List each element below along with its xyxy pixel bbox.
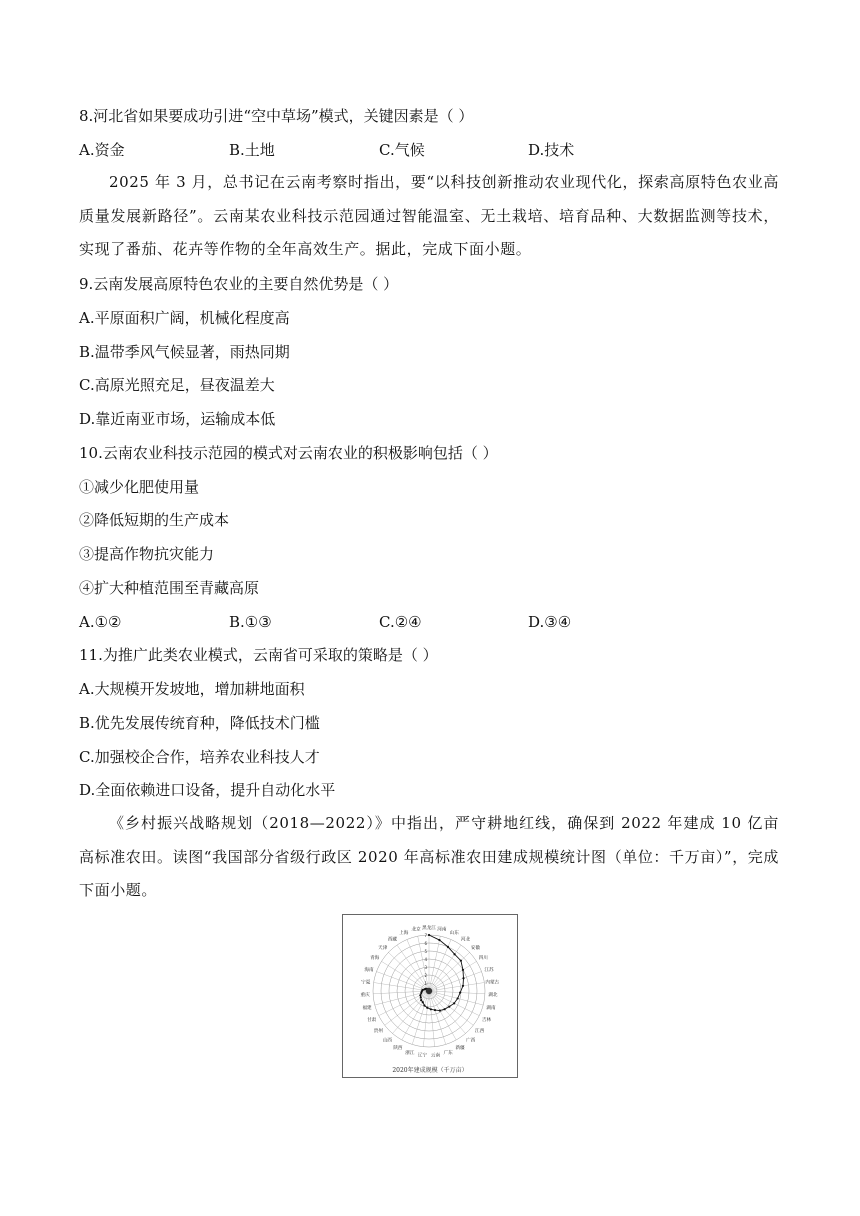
category-label: 重庆	[360, 993, 370, 999]
grid-spoke	[429, 991, 485, 994]
q10-option-b: B.①③	[229, 613, 272, 631]
category-label: 青海	[370, 956, 380, 962]
data-point	[430, 1008, 432, 1010]
data-point	[448, 1006, 450, 1008]
data-point	[462, 985, 464, 987]
q9-option-b: B.温带季风气候显著，雨热同期	[79, 343, 290, 361]
grid-spoke	[429, 991, 465, 1033]
grid-spoke	[385, 991, 429, 1025]
data-point	[462, 977, 464, 979]
data-point	[459, 991, 461, 993]
category-label: 山东	[449, 931, 459, 937]
category-label: 天津	[378, 945, 388, 951]
radial-tick-label: 1	[424, 981, 427, 986]
radial-tick-label: 6	[424, 941, 427, 946]
category-label: 福建	[362, 1006, 372, 1012]
radial-tick-label: 4	[424, 957, 427, 962]
q11-option-c: C.加强校企合作，培养农业科技人才	[79, 748, 320, 766]
category-label: 广西	[466, 1038, 476, 1044]
q11-stem: 11.为推广此类农业模式，云南省可采取的策略是（ ）	[79, 646, 438, 664]
grid-spoke	[393, 991, 429, 1033]
category-label: 内蒙古	[485, 980, 500, 986]
q11-option-a: A.大规模开发坡地，增加耕地面积	[79, 680, 305, 698]
q9-stem: 9.云南发展高原特色农业的主要自然优势是（ ）	[79, 275, 399, 293]
polar-chart-svg	[343, 915, 517, 1065]
category-label: 江苏	[484, 967, 494, 973]
passage-yunnan: 2025 年 3 月，总书记在云南考察时指出，要“以科技创新推动农业现代化，探索高原特色农业高质量发展新路径”。云南某农业科技示范园通过智能温室、无土栽培、培育品种、大数据监测等技术，实现了番茄、花卉等作物的全年高效生产。据此，完成下面小题。	[79, 173, 779, 258]
data-point	[420, 996, 422, 998]
radial-tick-label: 2	[424, 973, 427, 978]
category-label: 河南	[437, 927, 447, 933]
q10-option-c: C.②④	[379, 613, 422, 631]
data-point	[444, 1008, 446, 1010]
data-point	[438, 939, 440, 941]
data-point	[423, 1004, 425, 1006]
category-label: 陕西	[393, 1045, 403, 1051]
data-point	[460, 960, 462, 962]
q10-item-2: ②降低短期的生产成本	[79, 511, 230, 529]
category-label: 甘肃	[366, 1018, 377, 1024]
q9-option-d: D.靠近南亚市场，运输成本低	[79, 410, 276, 428]
category-label: 黑龙江	[422, 926, 436, 931]
q8-option-c: C.气候	[379, 141, 425, 159]
q11-option-d: D.全面依赖进口设备，提升自动化水平	[79, 781, 336, 799]
data-point	[457, 997, 459, 999]
q8-option-d: D.技术	[528, 141, 575, 159]
q10-item-3: ③提高作物抗灾能力	[79, 545, 215, 563]
grid-spoke	[429, 991, 483, 1005]
chart-caption: 2020年建成规模（千万亩）	[392, 1067, 468, 1074]
grid-spoke	[374, 983, 429, 991]
radial-tick-label: 7	[424, 933, 427, 938]
data-point	[419, 994, 421, 996]
q10-item-4: ④扩大种植范围至青藏高原	[79, 579, 260, 597]
category-label: 四川	[478, 956, 488, 962]
data-point	[426, 1007, 428, 1009]
data-point	[420, 999, 422, 1001]
q11-option-b: B.优先发展传统育种，降低技术门槛	[79, 714, 320, 732]
data-point	[462, 969, 464, 971]
center-hub	[426, 988, 432, 994]
category-label: 安徽	[470, 945, 480, 951]
q8-option-b: B.土地	[229, 141, 275, 159]
q9-option-a: A.平原面积广阔，机械化程度高	[79, 309, 290, 327]
farmland-polar-chart	[342, 914, 518, 1078]
q10-option-d: D.③④	[528, 613, 572, 631]
q8-option-a: A.资金	[79, 141, 125, 159]
q8-stem: 8.河北省如果要成功引进“空中草场”模式，关键因素是（ ）	[79, 107, 474, 125]
category-label: 新疆	[455, 1045, 465, 1051]
data-point	[434, 1009, 436, 1011]
category-label: 吉林	[481, 1018, 492, 1024]
category-label: 宁夏	[361, 980, 371, 986]
data-point	[439, 1009, 441, 1011]
data-point	[453, 1002, 455, 1004]
data-point	[422, 1001, 424, 1003]
grid-spoke	[429, 991, 473, 1025]
category-label: 江西	[475, 1029, 485, 1035]
category-label: 湖北	[488, 993, 498, 999]
category-label: 西藏	[387, 937, 398, 943]
q10-stem: 10.云南农业科技示范园的模式对云南农业的积极影响包括（ ）	[79, 444, 498, 462]
grid-spoke	[388, 952, 429, 991]
category-label: 贵州	[373, 1029, 383, 1035]
data-point	[453, 953, 455, 955]
category-label: 云南	[430, 1053, 441, 1059]
radial-tick-label: 5	[424, 949, 427, 954]
data-point	[428, 934, 430, 936]
q10-option-a: A.①②	[79, 613, 122, 631]
category-label: 上海	[399, 931, 409, 937]
category-label: 湖南	[486, 1006, 496, 1012]
grid-spoke	[379, 991, 429, 1016]
passage-farmland: 《乡村振兴战略规划（2018—2022）》中指出，严守耕地红线，确保到 2022 年建成 10 亿亩高标准农田。读图“我国部分省级行政区 2020 年高标准农田建成规模统计图（单位：千万亩）”，完成下面小题。	[79, 814, 779, 899]
category-label: 辽宁	[417, 1053, 428, 1059]
data-point	[447, 946, 449, 948]
q9-option-c: C.高原光照充足，昼夜温差大	[79, 376, 275, 394]
grid-spoke	[429, 991, 446, 1044]
q10-item-1: ①减少化肥使用量	[79, 478, 200, 496]
category-label: 浙江	[405, 1051, 415, 1057]
category-label: 广东	[443, 1051, 453, 1057]
category-label: 河北	[460, 937, 471, 943]
radial-tick-label: 3	[424, 965, 427, 970]
category-label: 山西	[382, 1038, 392, 1044]
category-label: 海南	[364, 967, 374, 973]
grid-spoke	[429, 983, 484, 991]
category-label: 北京	[411, 927, 421, 933]
